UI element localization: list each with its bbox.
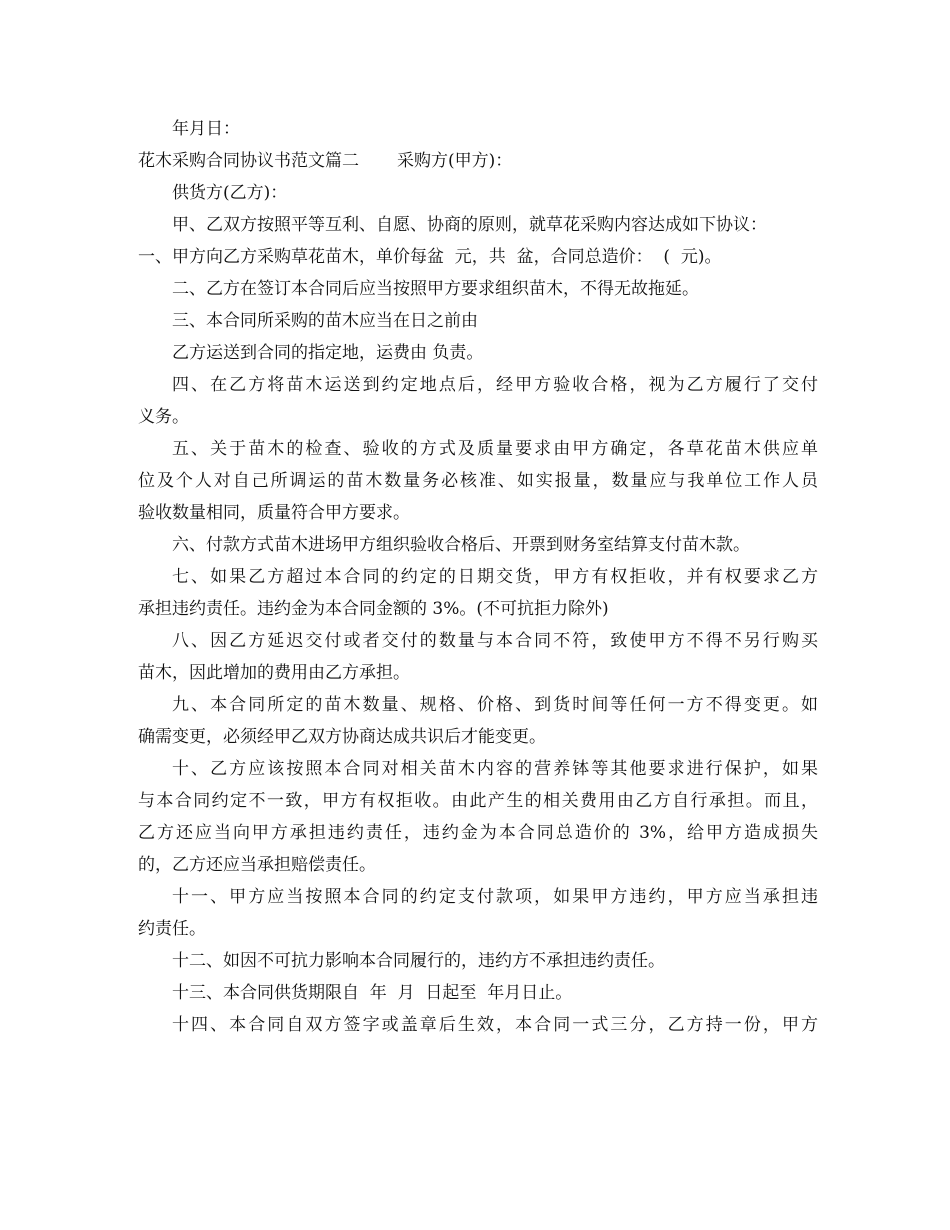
clause-line: 四、在乙方将苗木运送到约定地点后，经甲方验收合格，视为乙方履行了交付 [172, 375, 818, 395]
title-line [138, 145, 818, 177]
clause-line: 约责任。 [138, 919, 206, 939]
date-line: 年月日： [172, 119, 240, 139]
document-body [138, 113, 818, 1041]
clause-line: 三、本合同所采购的苗木应当在日之前由 [172, 311, 478, 331]
clause-line: 五、关于苗木的检查、验收的方式及质量要求由甲方确定，各草花苗木供应单 [172, 439, 818, 459]
clause-line: 义务。 [138, 407, 189, 427]
document-title: 花木采购合同协议书范文篇二 [138, 151, 359, 171]
clause-line: 苗木，因此增加的费用由乙方承担。 [138, 663, 410, 683]
clause-line: 七、如果乙方超过本合同的约定的日期交货，甲方有权拒收，并有权要求乙方 [172, 567, 818, 587]
clause-line: 承担违约责任。违约金为本合同金额的 3%。(不可抗拒力除外) [138, 599, 609, 619]
clause-line: 乙方还应当向甲方承担违约责任，违约金为本合同总造价的 3%，给甲方造成损失 [138, 823, 818, 843]
clause-line: 乙方运送到合同的指定地，运费由 负责。 [172, 343, 484, 363]
clause-line: 十、乙方应该按照本合同对相关苗木内容的营养钵等其他要求进行保护，如果 [172, 759, 818, 779]
clause-line: 十二、如因不可抗力影响本合同履行的，违约方不承担违约责任。 [172, 951, 665, 971]
clause-line: 甲、乙双方按照平等互利、自愿、协商的原则，就草花采购内容达成如下协议： [172, 215, 767, 235]
clause-line: 确需变更，必须经甲乙双方协商达成共识后才能变更。 [138, 727, 546, 747]
supplier-line: 供货方(乙方)： [172, 183, 288, 203]
clause-line: 十一、甲方应当按照本合同的约定支付款项，如果甲方违约，甲方应当承担违 [172, 887, 818, 907]
clause-line: 十四、本合同自双方签字或盖章后生效，本合同一式三分，乙方持一份，甲方 [172, 1015, 818, 1035]
clause-line: 九、本合同所定的苗木数量、规格、价格、到货时间等任何一方不得变更。如 [172, 695, 818, 715]
clause-line: 八、因乙方延迟交付或者交付的数量与本合同不符，致使甲方不得不另行购买 [172, 631, 818, 651]
clause-line: 的，乙方还应当承担赔偿责任。 [138, 855, 376, 875]
clause-line: 一、甲方向乙方采购草花苗木，单价每盆 元，共 盆，合同总造价： ( 元)。 [138, 247, 722, 267]
clause-line: 十三、本合同供货期限自 年 月 日起至 年月日止。 [172, 983, 573, 1003]
clause-line: 与本合同约定不一致，甲方有权拒收。由此产生的相关费用由乙方自行承担。而且， [138, 791, 818, 811]
clause-line: 验收数量相同，质量符合甲方要求。 [138, 503, 410, 523]
clause-line: 二、乙方在签订本合同后应当按照甲方要求组织苗木，不得无故拖延。 [172, 279, 699, 299]
clause-line: 六、付款方式苗木进场甲方组织验收合格后、开票到财务室结算支付苗木款。 [172, 535, 750, 555]
buyer-label: 采购方(甲方)： [397, 151, 513, 171]
clause-line: 位及个人对自己所调运的苗木数量务必核准、如实报量，数量应与我单位工作人员 [138, 471, 818, 491]
